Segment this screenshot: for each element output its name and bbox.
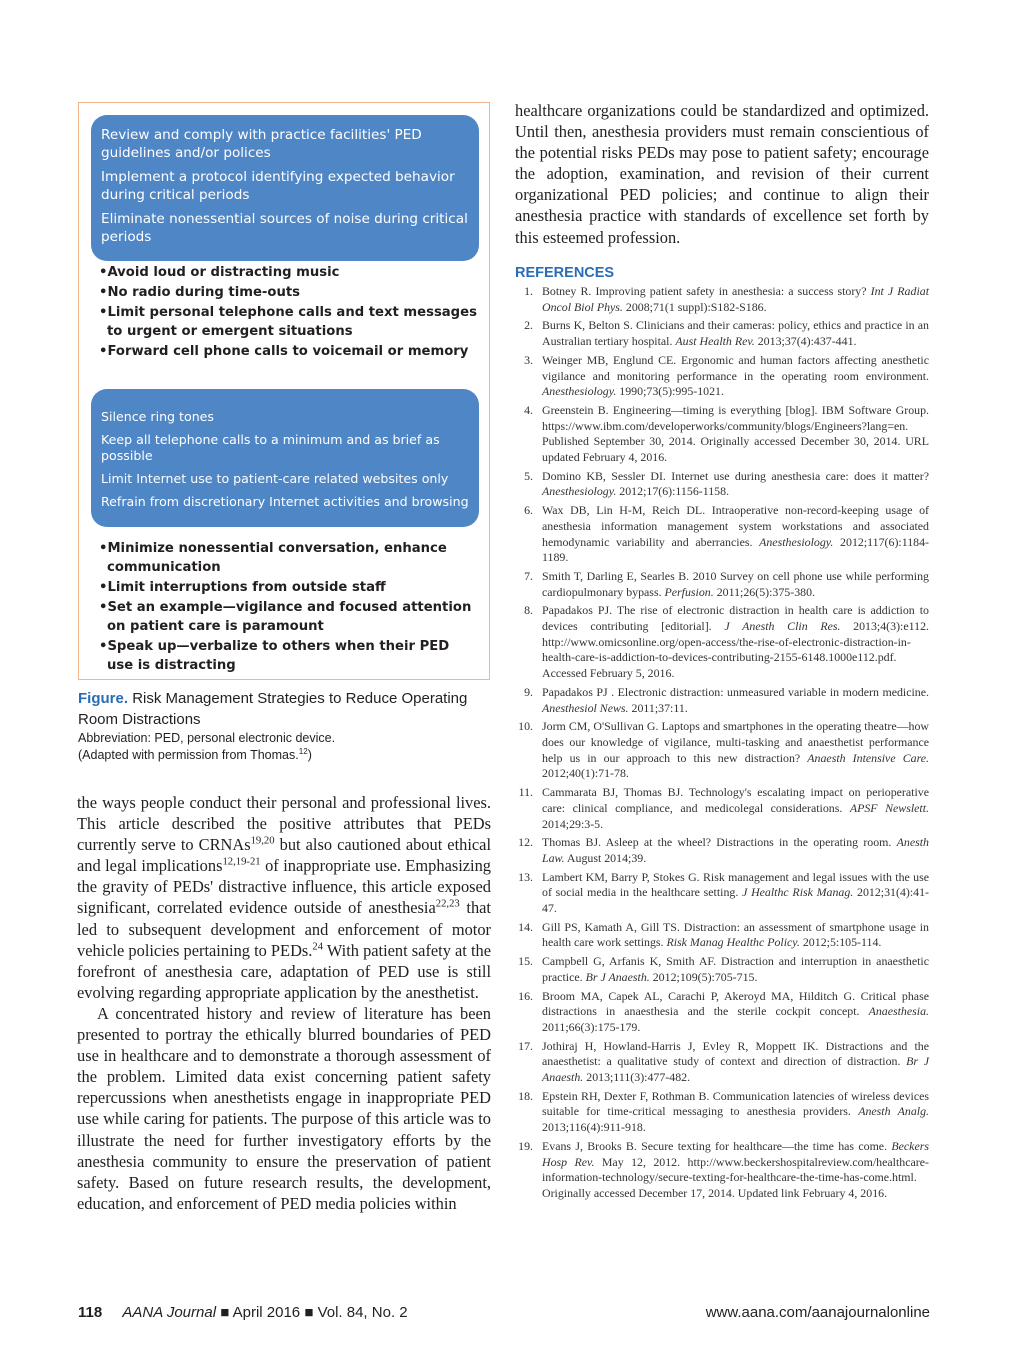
top-bullet-list [99,263,479,362]
bullet-icon: • [99,600,108,615]
reference-number: 2. [524,318,533,333]
reference-details: 2012;109(5):705-715. [649,969,758,984]
reference-details: 2012;40(1):71-78. [542,766,629,781]
reference-item [515,569,929,600]
reference-item [515,469,929,500]
figure-caption [78,688,498,764]
text-run: the ways people conduct their personal and professional lives. This article described the positive attributes that PEDs currently serve to CRNAs [77,793,491,855]
bullet-icon: • [99,541,108,556]
reference-number: 1. [524,284,533,298]
bullet-item [99,303,479,341]
left-column-body [77,792,491,1214]
panel-item: Limit Internet use to patient-care related websites only [101,471,449,486]
reference-item [515,989,929,1036]
reference-details: 2012;31(4):41-47. [542,885,929,916]
caption-adapted-text: (Adapted with permission from Thomas. [78,748,299,762]
reference-text: Campbell G, Arfanis K, Smith AF. Distraction and interruption in anaesthetic practice. [542,954,929,984]
text-run: With patient safety at the forefront of anesthesia care, adaptation of PED use is still evolving regarding appropriate application by the anesthetist. [77,940,491,1002]
reference-item [515,1039,929,1086]
bullet-icon: • [99,285,108,300]
reference-journal: Br J Anaesth. [542,1054,929,1085]
citation-ref: 24 [312,941,324,953]
reference-text: Botney R. Improving patient safety in anesthesia: a success story? [542,284,871,298]
bullet-item [99,342,479,361]
issue-date: April 2016 [232,1304,301,1321]
reference-journal: Risk Manag Healthc Policy. [666,935,800,950]
reference-text: Domino KB, Sessler DI. Internet use during anesthesia care: does it matter? [542,468,929,483]
reference-item [515,1139,929,1202]
caption-title-text: Risk Management Strategies to Reduce Operating Room Distractions [78,690,468,728]
reference-text: Burns K, Belton S. Clinicians and their cameras: policy, ethics and practice in an Australian tertiary hospital. [542,318,929,349]
reference-text: Jothiraj H, Howland-Harris J, Evley R, Moppett IK. Distractions and the anaesthetist: a qualitative study of context and direction of distraction. [542,1038,929,1069]
reference-number: 10. [518,719,533,734]
reference-number: 3. [524,352,533,367]
bullet-icon: • [99,639,108,654]
references-list [515,284,929,1205]
reference-journal: Anesth Analg. [858,1104,930,1119]
paragraph [77,792,491,1003]
reference-number: 19. [518,1138,533,1153]
reference-text: Weinger MB, Englund CE. Ergonomic and human factors affecting anesthetic vigilance and monitoring performance in the operating room environment. [542,352,929,383]
reference-item [515,403,929,466]
panel-item: Refrain from discretionary Internet activities and browsing [101,494,469,509]
reference-journal: Beckers Hosp Rev. [542,1138,929,1169]
bullet-item [99,263,479,282]
caption-adapted [78,747,498,764]
reference-item [515,719,929,782]
reference-item [515,785,929,832]
reference-journal: J Anesth Clin Res. [724,619,841,634]
journal-url[interactable]: www.aana.com/aanajournalonline [705,1304,930,1321]
reference-text: Broom MA, Capek AL, Carachi P, Akeroyd MA, Hilditch G. Critical phase distractions in anaesthesia and the sterile cockpit concept. [542,988,929,1019]
reference-item [515,920,929,951]
bullet-icon: • [99,344,108,359]
reference-text: Wax DB, Lin H-M, Reich DL. Intraoperative non-record-keeping usage of anesthesia information management system workstations and associated hemodynamic variability and aberrancies. [542,503,929,549]
reference-journal: Anaesthesia. [868,1004,929,1019]
reference-details: May 12, 2012. http://www.beckershospitalreview.com/healthcare-information-technology/secure-texting-for-healthcare-the-time-has-come.html. Originally accessed December 17, 2014. Updated link February 4, 2016. [542,1154,929,1200]
caption-label: Figure. [78,690,129,707]
bullet-item [99,637,479,675]
reference-number: 8. [524,603,533,618]
reference-item [515,685,929,716]
reference-text: Papadakos PJ . Electronic distraction: unmeasured variable in modern medicine. [542,684,929,699]
reference-text: Gill PS, Kamath A, Gill TS. Distraction: an assessment of smartphone usage in health care work settings. [542,919,929,950]
page-footer [78,1304,930,1321]
citation-ref: 22,23 [435,899,460,910]
reference-item [515,284,929,315]
reference-details: 2008;71(1 suppl):S182-S186. [622,299,767,314]
text-run: of inappropriate use. Emphasizing the gravity of PEDs' distractive influence, this article exposed significant, correlated evidence outside of anesthesia [77,856,491,918]
panel-item: Keep all telephone calls to a minimum and as brief as possible [101,432,440,463]
reference-item [515,1089,929,1136]
bullet-text: Limit personal telephone calls and text messages to urgent or emergent situations [107,305,477,339]
reference-number: 17. [518,1038,533,1053]
reference-text: Epstein RH, Dexter F, Rothman B. Communication latencies of wireless devices suitable for time-critical messaging to anesthesia providers. [542,1088,929,1119]
reference-number: 12. [518,835,533,850]
bullet-text: Limit interruptions from outside staff [107,580,386,595]
reference-item [515,870,929,917]
bullet-icon: • [99,265,108,280]
bottom-blue-panel [91,389,479,527]
bullet-icon: • [99,305,108,320]
reference-number: 13. [518,869,533,884]
bullet-text: Forward cell phone calls to voicemail or memory [107,344,469,359]
bullet-text: Minimize nonessential conversation, enhance communication [107,541,447,575]
reference-number: 9. [524,684,533,699]
reference-details: 2012;117(6):1184-1189. [542,534,930,565]
paragraph: healthcare organizations could be standardized and optimized. Until then, anesthesia providers must remain conscientious of the potential risks PEDs may pose to patient safety; encourage the adoption, examination, and revision of their current organizational PED policies; and continue to align their anesthesia practice with standards of excellence set forth by this esteemed profession. [515,101,929,247]
bullet-text: No radio during time-outs [107,285,300,300]
reference-number: 4. [524,402,533,417]
bullet-text: Set an example—vigilance and focused attention on patient care is paramount [107,600,472,634]
reference-number: 11. [518,785,533,800]
separator-icon: ■ [304,1304,314,1321]
reference-details: August 2014;39. [564,850,647,865]
panel-item: Eliminate nonessential sources of noise during critical periods [101,211,468,245]
reference-number: 15. [518,954,533,969]
reference-journal: Aust Health Rev. [675,334,755,349]
reference-details: 2013;111(3):477-482. [583,1070,691,1085]
references-heading: REFERENCES [515,265,615,281]
reference-item [515,835,929,866]
text-run: but also cautioned about ethical and legal implications [77,835,491,876]
right-column-body [515,100,929,248]
reference-details: 2011;37:11. [628,700,688,715]
caption-adapted-close: ) [307,748,312,762]
citation-ref: 19,20 [250,835,275,847]
reference-details: 2013;37(4):437-441. [754,334,857,349]
reference-journal: Br J Anaesth. [585,969,650,984]
reference-journal: Anesthesiol News. [542,700,629,715]
reference-details: 2012;5:105-114. [799,935,882,950]
reference-text: Greenstein B. Engineering—timing is everything [blog]. IBM Software Group. https://www.ibm.com/developerworks/community/blogs/Engineers?lang=en. Published September 30, 2014. Originally accessed December 30, 2014. URL updated February 4, 2016. [542,402,929,465]
citation-ref: 12 [298,746,308,756]
reference-item [515,503,929,566]
reference-item [515,318,929,349]
reference-journal: Anesthesiology. [542,384,617,399]
reference-details: 2013;116(4):911-918. [542,1120,646,1135]
reference-number: 6. [524,503,533,518]
citation-ref: 12,19-21 [222,856,261,868]
reference-item [515,603,929,682]
reference-journal: Anesthesiology. [542,484,617,499]
panel-item: Review and comply with practice facilities' PED guidelines and/or polices [101,127,422,161]
figure-box [78,102,490,680]
separator-icon: ■ [220,1304,230,1321]
journal-name: AANA Journal [122,1304,217,1321]
bullet-item [99,598,479,636]
reference-details: 2013;4(3):e112. http://www.omicsonline.org/open-access/the-rise-of-electronic-distraction-in-health-care-is-addiction-to-devices-contributing-2155-6148.1000e112.pdf. Accessed February 5, 2016. [542,619,929,681]
reference-text: Thomas BJ. Asleep at the wheel? Distractions in the operating room. [542,835,897,850]
bullet-item [99,283,479,302]
reference-number: 18. [518,1088,533,1103]
reference-number: 14. [518,919,533,934]
reference-item [515,954,929,985]
volume-issue: Vol. 84, No. 2 [317,1304,408,1321]
reference-journal: Anesth Law. [542,835,929,865]
bullet-icon: • [99,580,108,595]
reference-journal: J Healthc Risk Manag. [742,885,854,900]
caption-abbreviation: Abbreviation: PED, personal electronic device. [78,731,336,745]
page-number: 118 [78,1304,103,1321]
bullet-text: Speak up—verbalize to others when their PED use is distracting [107,639,450,673]
reference-number: 16. [518,988,533,1003]
bottom-bullet-list [99,539,479,676]
panel-item: Silence ring tones [101,409,214,424]
reference-details: 1990;73(5):995-1021. [616,384,724,399]
reference-number: 7. [524,568,533,583]
reference-text: Lambert KM, Barry P, Stokes G. Risk management and legal issues with the use of social media in the healthcare setting. [542,869,929,900]
reference-journal: APSF Newslett. [849,800,929,815]
paragraph: A concentrated history and review of literature has been presented to portray the ethically blurred boundaries of PED use in healthcare and to demonstrate a thorough assessment of the problem. Limited data exist concerning patient safety repercussions when anesthetists engage in inappropriate PED use while caring for patients. The purpose of this article was to illustrate the need for further investigatory efforts by the anesthesia community to ensure the preservation of patient safety. Based on future research results, the development, education, and enforcement of PED media policies within [77,1003,491,1213]
bullet-item [99,539,479,577]
reference-details: 2011;26(5):375-380. [713,584,816,599]
top-blue-panel [91,115,479,261]
caption-title [78,688,498,730]
reference-number: 5. [524,468,533,483]
reference-item [515,353,929,400]
reference-text: Evans J, Brooks B. Secure texting for healthcare—the time has come. [542,1138,892,1153]
bullet-item [99,578,479,597]
reference-text: Smith T, Darling E, Searles B. 2010 Survey on cell phone use while performing cardiopulmonary bypass. [542,568,929,599]
reference-text: Cammarata BJ, Thomas BJ. Technology's escalating impact on perioperative care: clinical compliance, and medicolegal considerations. [542,785,929,815]
reference-details: 2014;29:3-5. [542,816,604,831]
panel-item: Implement a protocol identifying expected behavior during critical periods [101,169,455,203]
reference-journal: Anaesth Intensive Care. [807,750,930,765]
reference-text: Papadakos PJ. The rise of electronic distraction in health care is addiction to devices contributing [editorial]. [542,603,929,634]
reference-details: 2011;66(3):175-179. [542,1019,641,1034]
reference-journal: Anesthesiology. [759,534,834,549]
reference-journal: Int J Radiat Oncol Biol Phys. [542,284,929,314]
reference-journal: Perfusion. [664,584,714,599]
reference-details: 2012;17(6):1156-1158. [616,484,730,499]
bullet-text: Avoid loud or distracting music [107,265,340,280]
reference-text: Jorm CM, O'Sullivan G. Laptops and smartphones in the operating theatre—how does our knowledge of vigilance, multi-tasking and anaesthetist performance help us in our approach to this new distraction? [542,719,929,765]
text-run: that led to subsequent development and enforcement of motor vehicle policies pertaining to PEDs. [77,898,491,960]
